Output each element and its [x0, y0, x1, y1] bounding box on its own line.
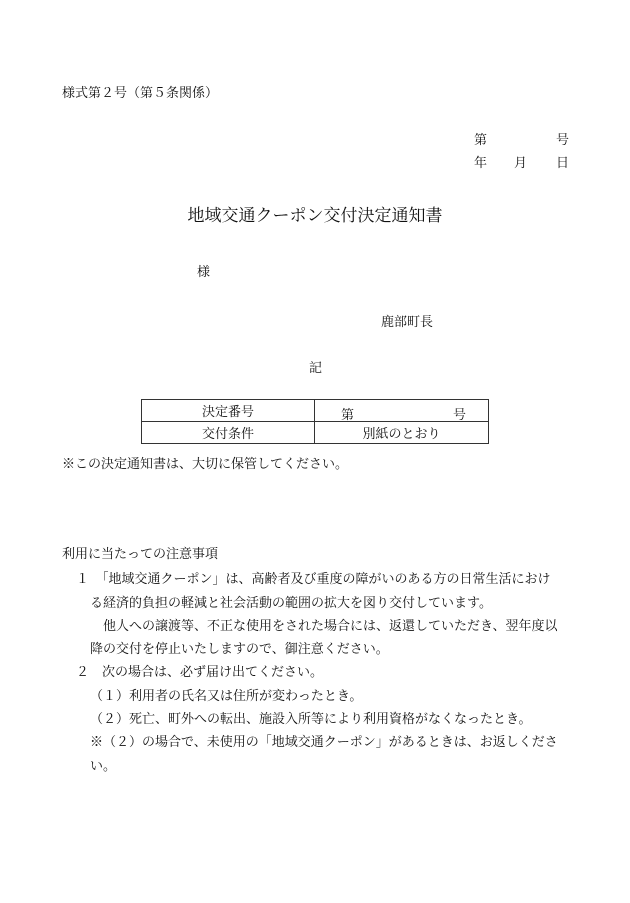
grant-conditions-value: 別紙のとおり: [315, 422, 489, 444]
recipient-suffix: 様: [197, 265, 211, 280]
caution-item-1-line-3: 他人への譲渡等、不正な使用をされた場合には、返還していただき、翌年度以: [103, 619, 558, 634]
form-number: 様式第２号（第５条関係）: [62, 86, 219, 101]
document-number-prefix: 第: [474, 133, 488, 148]
date-day: 日: [556, 156, 570, 171]
date-month: 月: [514, 156, 528, 171]
decision-number-value: [315, 400, 489, 422]
ki-heading: 記: [309, 361, 323, 376]
decision-number-suffix: 号: [453, 408, 467, 423]
caution-item-1-line-1: １ 「地域交通クーポン」は、高齢者及び重度の障がいのある方の日常生活におけ: [76, 572, 551, 587]
document-title: 地域交通クーポン交付決定通知書: [187, 206, 443, 226]
caution-title: 利用に当たっての注意事項: [62, 547, 219, 562]
storage-note: ※この決定通知書は、大切に保管してください。: [62, 457, 349, 472]
caution-item-2-sub-2: （２）死亡、町外への転出、施設入所等により利用資格がなくなったとき。: [90, 712, 532, 727]
caution-item-2-note-line-2: い。: [90, 759, 117, 774]
caution-item-1-line-4: 降の交付を停止いたしますので、御注意ください。: [90, 642, 389, 657]
decision-table: [141, 399, 489, 444]
caution-item-2-sub-1: （１）利用者の氏名又は住所が変わったとき。: [90, 689, 363, 704]
date-year: 年: [474, 156, 488, 171]
caution-item-1-line-2: る経済的負担の軽減と社会活動の範囲の拡大を図り交付しています。: [90, 596, 492, 611]
caution-item-2-note-line-1: ※（２）の場合で、未使用の「地域交通クーポン」があるときは、お返しくださ: [90, 735, 558, 750]
decision-number-prefix: 第: [341, 408, 355, 423]
grant-conditions-label: 交付条件: [142, 422, 315, 444]
document-number-suffix: 号: [556, 133, 570, 148]
decision-number-label: 決定番号: [142, 400, 315, 422]
table-row: [142, 422, 489, 444]
issuer: 鹿部町長: [381, 315, 434, 330]
caution-item-2-line-1: ２ 次の場合は、必ず届け出てください。: [76, 665, 324, 680]
table-row: [142, 400, 489, 422]
